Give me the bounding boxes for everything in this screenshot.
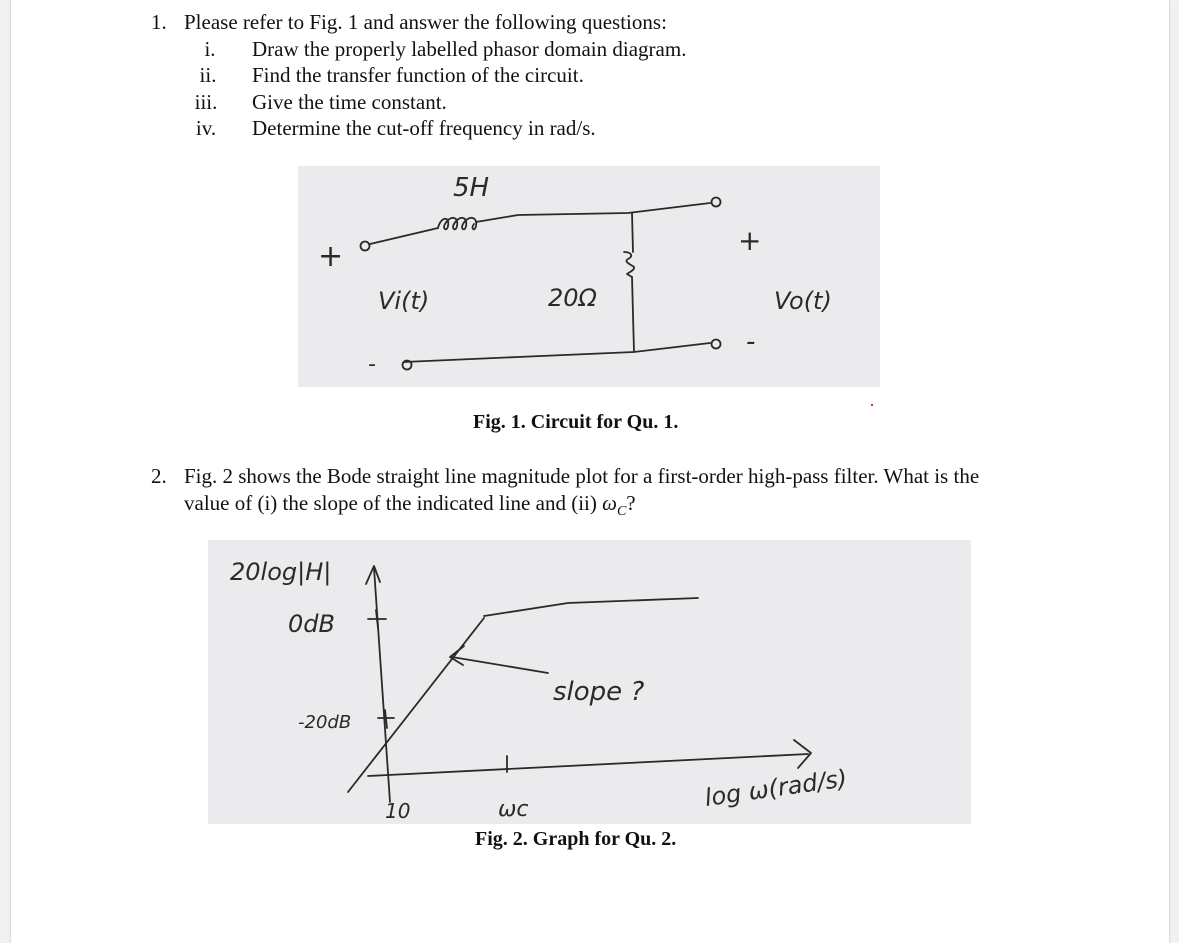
part-text: Draw the properly labelled phasor domain diagram. [252, 37, 687, 61]
zero-db-label: 0dB [288, 610, 335, 638]
circuit-drawing [298, 166, 880, 387]
part-text: Find the transfer function of the circuit. [252, 63, 584, 87]
slope-annotation: slope ? [553, 677, 645, 707]
figure-1-circuit-image [298, 166, 880, 387]
question-2-number: 2. [151, 464, 167, 488]
input-plus-sign: + [318, 239, 344, 274]
output-terminal-bottom [712, 340, 721, 349]
resistor-zigzag [624, 252, 634, 277]
flat-line [484, 598, 698, 616]
y-axis-arrow [366, 566, 380, 584]
output-terminal-top [712, 198, 721, 207]
top-wire-right [476, 203, 710, 222]
input-minus-sign: - [368, 352, 376, 377]
part-text: Determine the cut-off frequency in rad/s. [252, 116, 596, 140]
inductor-coil [438, 218, 476, 229]
x-tick-10-label: 10 [385, 799, 411, 823]
resistor-branch-top [632, 213, 633, 252]
x-axis [368, 754, 808, 776]
slope-pointer-arrow [452, 657, 548, 673]
slope-pointer-arrowhead [450, 646, 464, 665]
resistor-branch-bottom [632, 277, 634, 352]
omega-subscript: C [616, 504, 627, 520]
resistor-label: 20Ω [548, 284, 597, 312]
y-axis [374, 568, 390, 802]
output-plus-sign: + [738, 224, 762, 257]
part-text: Give the time constant. [252, 90, 447, 114]
y-axis-label: 20log|H| [230, 558, 332, 586]
question-2-line-2 [184, 490, 636, 525]
input-voltage-label: Vi(t) [378, 287, 430, 315]
x-axis-label: log ω(rad/s) [702, 764, 849, 812]
figure-2-bode-image [208, 540, 971, 824]
omega-symbol: ω [602, 491, 617, 515]
stray-red-dot [871, 404, 873, 406]
x-tick-wc-label: ωc [498, 797, 529, 822]
output-voltage-label: Vo(t) [774, 287, 832, 315]
figure-2-caption: Fig. 2. Graph for Qu. 2. [475, 828, 677, 850]
part-roman: iv. [195, 116, 217, 140]
figure-1-caption: Fig. 1. Circuit for Qu. 1. [473, 411, 679, 433]
inductor-label: 5H [453, 173, 490, 203]
part-roman: i. [204, 37, 216, 61]
input-terminal-top [361, 242, 370, 251]
document-page [11, 0, 1169, 943]
question-2-line-1: Fig. 2 shows the Bode straight line magnitude plot for a first-order high-pass filter. What is the [184, 464, 980, 488]
question-2-line-2-text: value of (i) the slope of the indicated line and (ii) [184, 491, 603, 515]
bode-plot-drawing [208, 540, 971, 824]
question-1-number: 1. [151, 10, 167, 34]
part-roman: iii. [194, 90, 218, 114]
slope-line [348, 618, 484, 792]
top-wire-left [370, 228, 438, 244]
part-roman: ii. [199, 63, 217, 87]
minus-20db-label: -20dB [298, 712, 352, 733]
output-minus-sign: - [746, 327, 756, 357]
question-1-intro: Please refer to Fig. 1 and answer the following questions: [184, 10, 667, 34]
question-2-line-2-end: ? [626, 491, 636, 515]
bottom-wire [404, 343, 710, 362]
